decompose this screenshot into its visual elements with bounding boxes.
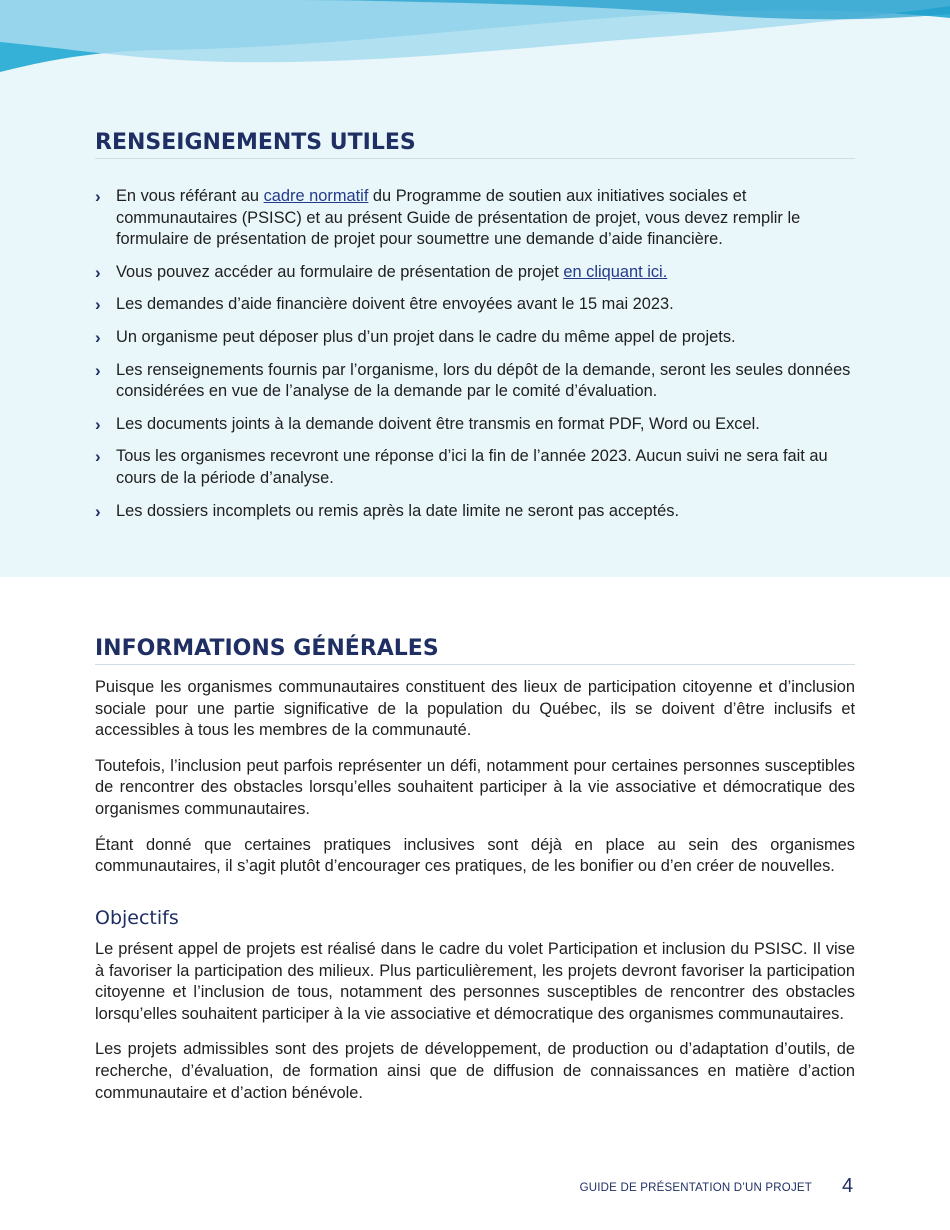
cadre-normatif-link[interactable]: cadre normatif — [263, 187, 369, 205]
paragraph: Toutefois, l’inclusion peut parfois représenter un défi, notamment pour certaines personnes susceptibles de rencontrer des obstacles lorsqu’elles souhaitent participer à la vie associative et démocratique des organismes communautaires. — [95, 756, 855, 818]
paragraph: Les projets admissibles sont des projets de développement, de production ou d’adaptation d’outils, de recherche, d’évaluation, de formation ainsi que de diffusion de connaissances en matière d’action communautaire et d’action bénévole. — [95, 1040, 855, 1102]
list-item: › Tous les organismes recevront une réponse d’ici la fin de l’année 2023. Aucun suivi ne sera fait au cours de la période d’analyse. — [95, 447, 828, 487]
form-access-link[interactable]: en cliquant ici. — [563, 262, 668, 281]
paragraph: Étant donné que certaines pratiques inclusives sont déjà en place au sein des organismes communautaires, il s’agit plutôt d’encourager ces pratiques, de les bonifier ou d’en créer de nouvelles. — [95, 835, 855, 876]
list-item: › Les documents joints à la demande doivent être transmis en format PDF, Word ou Excel. — [95, 414, 760, 434]
list-item: › Les demandes d’aide financière doivent être envoyées avant le 15 mai 2023. — [95, 295, 674, 315]
useful-info-list — [95, 186, 855, 533]
general-info-body — [95, 677, 855, 892]
chevron-right-icon: › — [95, 414, 101, 434]
page-number: 4 — [842, 1175, 854, 1197]
decorative-wave-header — [0, 0, 950, 90]
chevron-right-icon: › — [95, 360, 101, 380]
section-title-informations-generales: INFORMATIONS GÉNÉRALES — [95, 636, 855, 665]
paragraph: Puisque les organismes communautaires constituent des lieux de participation citoyenne et d’inclusion sociale pour une partie significative de la population du Québec, ils se doivent d’être inclusifs et accessibles à tous les membres de la communauté. — [95, 678, 855, 740]
list-item: › Les renseignements fournis par l’organisme, lors du dépôt de la demande, seront les seules données considérées en vue de l’analyse de la demande par le comité d’évaluation. — [95, 360, 851, 401]
objectives-body — [95, 939, 855, 1118]
list-item: › Vous pouvez accéder au formulaire de présentation de projet en cliquant ici. — [95, 262, 668, 282]
chevron-right-icon: › — [95, 295, 101, 315]
chevron-right-icon: › — [95, 447, 101, 467]
subsection-title-objectifs: Objectifs — [95, 907, 179, 929]
chevron-right-icon: › — [95, 187, 101, 206]
paragraph: Le présent appel de projets est réalisé dans le cadre du volet Participation et inclusion du PSISC. Il vise à favoriser la participation des milieux. Plus particulièrement, les projets devront favoriser la participation citoyenne et l’inclusion de tous, notamment des personnes susceptibles de rencontrer des obstacles lorsqu’elles souhaitent participer à la vie associative et démocratique des organismes communautaires. — [95, 940, 855, 1023]
chevron-right-icon: › — [95, 262, 101, 282]
chevron-right-icon: › — [95, 327, 101, 347]
chevron-right-icon: › — [95, 501, 101, 521]
list-item: › En vous référant au cadre normatif du Programme de soutien aux initiatives sociales et communautaires (PSISC) et au présent Guide de présentation de projet, vous devez remplir le formulaire de présentation de projet pour soumettre une demande d’aide financière. — [95, 187, 801, 249]
list-item: › Un organisme peut déposer plus d’un projet dans le cadre du même appel de projets. — [95, 327, 736, 347]
footer-document-title: GUIDE DE PRÉSENTATION D’UN PROJET — [579, 1182, 812, 1194]
section-title-renseignements: RENSEIGNEMENTS UTILES — [95, 130, 855, 159]
list-item: › Les dossiers incomplets ou remis après la date limite ne seront pas acceptés. — [95, 501, 680, 521]
